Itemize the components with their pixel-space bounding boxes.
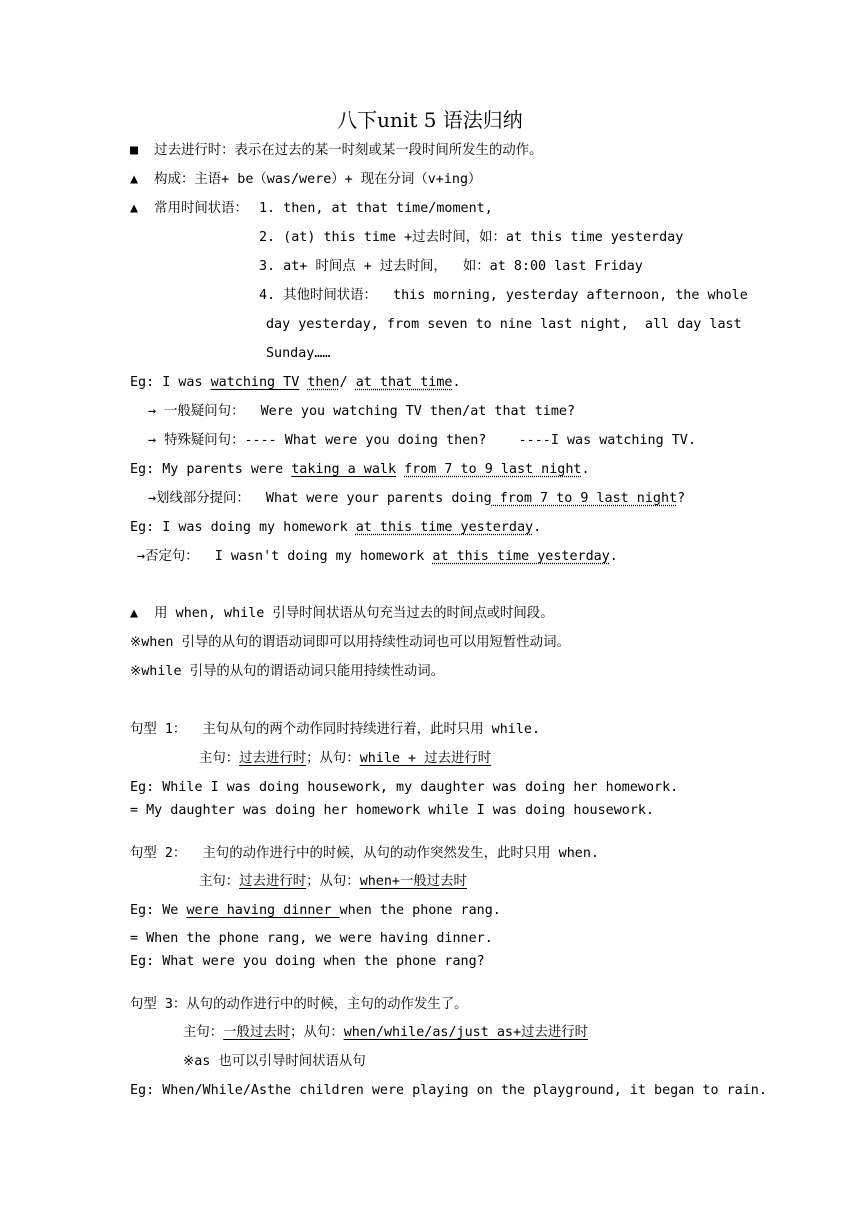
- example-3-negative: →否定句： I wasn't doing my homework at this time yesterday.: [137, 549, 618, 564]
- example-2-underlined-question: →划线部分提问： What were your parents doing from 7 to 9 last night?: [148, 491, 686, 506]
- while-note: ※while 引导的从句的谓语动词只能用持续性动词。: [130, 664, 445, 679]
- pattern-1-example: Eg: While I was doing housework, my daughter was doing her homework.: [130, 780, 679, 795]
- example-3: Eg: I was doing my homework at this time yesterday.: [130, 520, 542, 535]
- pattern-3-formula: 主句：一般过去时；从句：when/while/as/just as+过去进行时: [183, 1025, 589, 1040]
- example-1-wh-question: → 特殊疑问句：---- What were you doing then? ----I was watching TV.: [148, 433, 696, 448]
- adverbial-item-4-end: Sunday……: [266, 346, 331, 361]
- when-while-heading: ▲ 用 when, while 引导时间状语从句充当过去的时间点或时间段。: [130, 606, 554, 621]
- example-1: Eg: I was watching TV then/ at that time.: [130, 375, 461, 390]
- adverbial-item-4: 4. 其他时间状语： this morning, yesterday afternoon, the whole: [259, 288, 748, 303]
- example-1-yes-no-question: → 一般疑问句： Were you watching TV then/at that time?: [148, 404, 576, 419]
- pattern-2-example: Eg: We were having dinner when the phone rang.: [130, 903, 501, 918]
- when-note: ※when 引导的从句的谓语动词即可以用持续性动词也可以用短暂性动词。: [130, 635, 570, 650]
- structure-line: ▲ 构成：主语+ be（was/were）+ 现在分词（v+ing）: [130, 172, 482, 187]
- adverbial-item-3: 3. at+ 时间点 + 过去时间， 如：at 8:00 last Friday: [259, 259, 643, 274]
- pattern-2-heading: 句型 2： 主句的动作进行中的时候，从句的动作突然发生，此时只用 when.: [130, 846, 599, 861]
- adverbial-item-4-cont: day yesterday, from seven to nine last night, all day last: [266, 317, 742, 332]
- pattern-3-heading: 句型 3：从句的动作进行中的时候，主句的动作发生了。: [130, 997, 468, 1012]
- pattern-3-note: ※as 也可以引导时间状语从句: [183, 1054, 366, 1069]
- pattern-1-formula: 主句：过去进行时；从句：while + 过去进行时: [199, 751, 492, 766]
- adverbial-item-1: 1. then, at that time/moment,: [259, 201, 493, 216]
- adverbials-label: ▲ 常用时间状语：: [130, 201, 248, 216]
- pattern-1-heading: 句型 1： 主句从句的两个动作同时持续进行着，此时只用 while.: [130, 722, 541, 737]
- definition-line: ■ 过去进行时：表示在过去的某一时刻或某一段时间所发生的动作。: [130, 143, 543, 158]
- pattern-2-example-question: Eg: What were you doing when the phone rang?: [130, 954, 485, 969]
- pattern-1-example-alt: = My daughter was doing her homework while I was doing housework.: [130, 803, 655, 818]
- pattern-2-formula: 主句：过去进行时；从句：when+一般过去时: [199, 874, 467, 889]
- pattern-3-example: Eg: When/While/Asthe children were playing on the playground, it began to rain.: [130, 1083, 767, 1098]
- page-title: 八下unit 5 语法归纳: [337, 108, 523, 132]
- example-2: Eg: My parents were taking a walk from 7 to 9 last night.: [130, 462, 590, 477]
- pattern-2-example-alt: = When the phone rang, we were having dinner.: [130, 931, 493, 946]
- adverbial-item-2: 2. (at) this time +过去时间，如：at this time yesterday: [259, 230, 684, 245]
